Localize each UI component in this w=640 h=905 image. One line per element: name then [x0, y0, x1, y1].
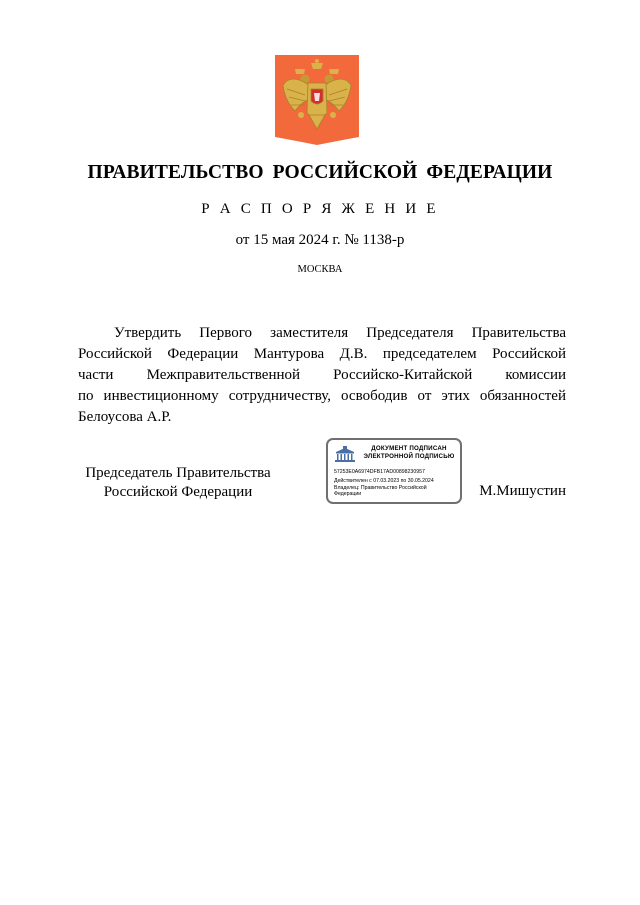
document-city: МОСКВА — [297, 264, 343, 275]
stamp-owner: Владелец: Правительство Российской — [334, 485, 427, 491]
body-line: части Межправительственной Российско-Китайской комиссии — [78, 367, 566, 383]
body-line: Утвердить Первого заместителя Председателя Правительства — [114, 325, 566, 341]
body-line: Российской Федерации Мантурова Д.В. председателем Российской — [78, 346, 566, 362]
stamp-certificate: 57253E0A6974DFB17AD00898230957 — [334, 469, 425, 475]
body-line: по инвестиционному сотрудничеству, освободив от этих обязанностей — [78, 388, 566, 404]
decree-body — [78, 323, 566, 428]
body-line: Белоусова А.Р. — [78, 409, 172, 425]
signatory-position-line: Председатель Правительства — [85, 465, 271, 481]
stamp-title-line: ЭЛЕКТРОННОЙ ПОДПИСЬЮ — [363, 453, 455, 460]
document-date-number: от 15 мая 2024 г. № 1138-р — [235, 232, 405, 248]
government-building-icon — [334, 446, 356, 462]
coat-of-arms-emblem — [275, 55, 359, 145]
stamp-owner: Федерации — [334, 491, 362, 497]
electronic-signature-stamp — [326, 438, 462, 504]
stamp-title — [360, 445, 458, 461]
stamp-validity: Действителен с 07.03.2023 по 30.05.2024 — [334, 478, 434, 484]
stamp-title-line: ДОКУМЕНТ ПОДПИСАН — [371, 445, 447, 452]
document-type: Р А С П О Р Я Ж Е Н И Е — [201, 201, 439, 217]
signatory-position-line: Российской Федерации — [103, 484, 253, 500]
signatory-name: М.Мишустин — [479, 483, 566, 499]
government-title: ПРАВИТЕЛЬСТВО РОССИЙСКОЙ ФЕДЕРАЦИИ — [87, 162, 553, 183]
signatory-position — [78, 464, 278, 502]
